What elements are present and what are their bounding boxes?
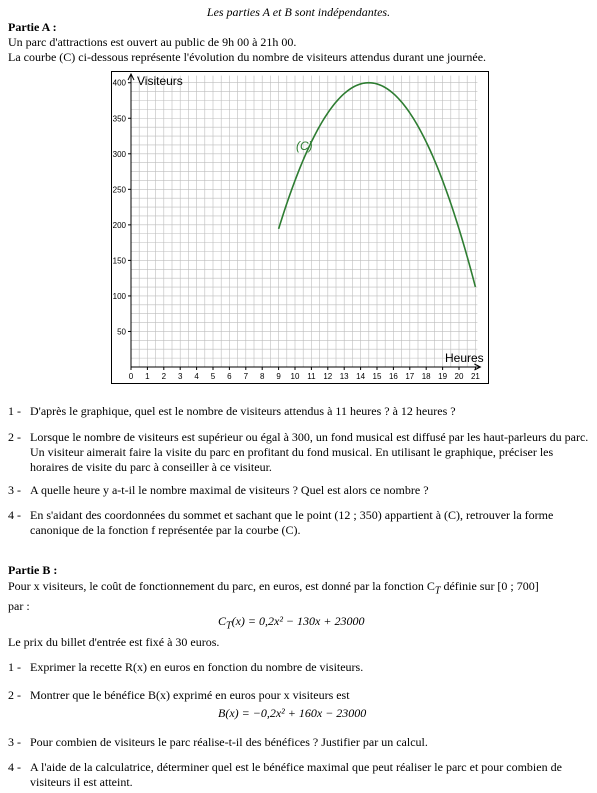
x-axis-label: Heures xyxy=(445,351,484,365)
part-b-title: Partie B : xyxy=(8,563,58,577)
x-tick-label: 9 xyxy=(276,372,281,381)
y-tick-label: 350 xyxy=(112,114,126,124)
x-tick-label: 2 xyxy=(161,372,167,381)
question-number: 4 - xyxy=(8,760,21,774)
x-tick-label: 15 xyxy=(372,372,382,381)
question-text: A l'aide de la calculatrice, déterminer quel est le bénéfice maximal que peut réaliser le parc et pour combien de visiteurs il est atteint. xyxy=(30,760,562,789)
question-text: En s'aidant des coordonnées du sommet et sachant que le point (12 ; 350) appartient à (C), retrouver la forme canonique de la fonction f représentée par la courbe (C). xyxy=(30,508,554,537)
x-tick-label: 6 xyxy=(227,372,232,381)
question-number: 3 - xyxy=(8,735,21,749)
question-number: 3 - xyxy=(8,483,21,497)
cost-formula: $C_T(x) = 0,2x^2 - 130x + 23000$ xyxy=(218,614,365,632)
question-text: Exprimer la recette R(x) en euros en fonction du nombre de visiteurs. xyxy=(30,660,364,674)
part-a-question-3 xyxy=(8,483,593,498)
x-tick-label: 3 xyxy=(177,372,183,381)
question-text: D'après le graphique, quel est le nombre de visiteurs attendus à 11 heures ? à 12 heures ? xyxy=(30,404,456,418)
x-tick-label: 16 xyxy=(388,372,398,381)
y-tick-label: 100 xyxy=(112,291,126,301)
visitors-chart xyxy=(111,71,489,384)
question-number: 2 - xyxy=(8,430,21,444)
question-text: A quelle heure y a-t-il le nombre maximal de visiteurs ? Quel est alors ce nombre ? xyxy=(30,483,429,497)
question-text: Pour combien de visiteurs le parc réalise-t-il des bénéfices ? Justifier par un calcul. xyxy=(30,735,428,749)
x-tick-label: 17 xyxy=(405,372,415,381)
question-number: 1 - xyxy=(8,404,21,418)
part-a-question-4 xyxy=(8,508,593,538)
x-tick-label: 11 xyxy=(307,372,316,381)
part-b-intro-2: par : xyxy=(8,599,30,613)
question-number: 2 - xyxy=(8,688,21,702)
x-tick-label: 7 xyxy=(243,372,249,381)
part-a-intro-1: Un parc d'attractions est ouvert au public de 9h 00 à 21h 00. xyxy=(8,35,297,49)
part-a-title: Partie A : xyxy=(8,20,57,34)
question-number: 4 - xyxy=(8,508,21,522)
intro-text: Pour x visiteurs, le coût de fonctionnement du parc, en euros, est donné par la fonction C xyxy=(8,579,435,593)
question-number: 1 - xyxy=(8,660,21,674)
x-tick-label: 5 xyxy=(210,372,216,381)
x-tick-label: 20 xyxy=(454,372,464,381)
part-b-question-3 xyxy=(8,735,593,750)
y-tick-label: 300 xyxy=(112,149,126,159)
y-axis-label: Visiteurs xyxy=(137,74,183,88)
part-a-question-1 xyxy=(8,404,593,419)
independence-note: Les parties A et B sont indépendantes. xyxy=(206,5,391,19)
part-b-question-1 xyxy=(8,660,593,675)
x-tick-label: 10 xyxy=(290,372,300,381)
x-tick-label: 18 xyxy=(421,372,431,381)
y-tick-label: 50 xyxy=(117,327,126,337)
part-b-question-4 xyxy=(8,760,593,790)
x-tick-label: 19 xyxy=(438,372,448,381)
intro-end: définie sur [0 ; 700] xyxy=(440,579,539,593)
y-tick-label: 150 xyxy=(112,256,126,266)
x-tick-label: 0 xyxy=(128,372,134,381)
part-a-question-2 xyxy=(8,430,593,475)
curve-label: (C) xyxy=(296,139,313,153)
question-text: Lorsque le nombre de visiteurs est supérieur ou égal à 300, un fond musical est diffusé par les haut-parleurs du parc. Un visiteur aimerait faire la visite du parc en profitant du fond musical. En utilisant le graphique, préciser les horaires de visite du parc à conseiller à ce visiteur. xyxy=(30,430,589,474)
ticket-price: Le prix du billet d'entrée est fixé à 30 euros. xyxy=(8,635,220,649)
x-tick-label: 12 xyxy=(323,372,333,381)
y-tick-label: 250 xyxy=(112,185,126,195)
intro-sub: T xyxy=(434,585,441,597)
part-a-intro-2: La courbe (C) ci-dessous représente l'évolution du nombre de visiteurs attendus durant une journée. xyxy=(8,50,487,64)
x-tick-label: 4 xyxy=(194,372,199,381)
x-tick-label: 8 xyxy=(259,372,265,381)
part-b-intro-1 xyxy=(8,579,591,598)
benefit-formula: B(x) = −0,2x² + 160x − 23000 xyxy=(218,706,367,720)
x-tick-label: 14 xyxy=(356,372,366,381)
question-text: Montrer que le bénéfice B(x) exprimé en euros pour x visiteurs est xyxy=(30,688,350,702)
y-tick-label: 400 xyxy=(112,78,126,88)
x-tick-label: 13 xyxy=(339,372,349,381)
x-tick-label: 21 xyxy=(470,372,480,381)
part-b-question-2 xyxy=(8,688,593,703)
x-tick-label: 1 xyxy=(145,372,150,381)
y-tick-label: 200 xyxy=(112,220,126,230)
